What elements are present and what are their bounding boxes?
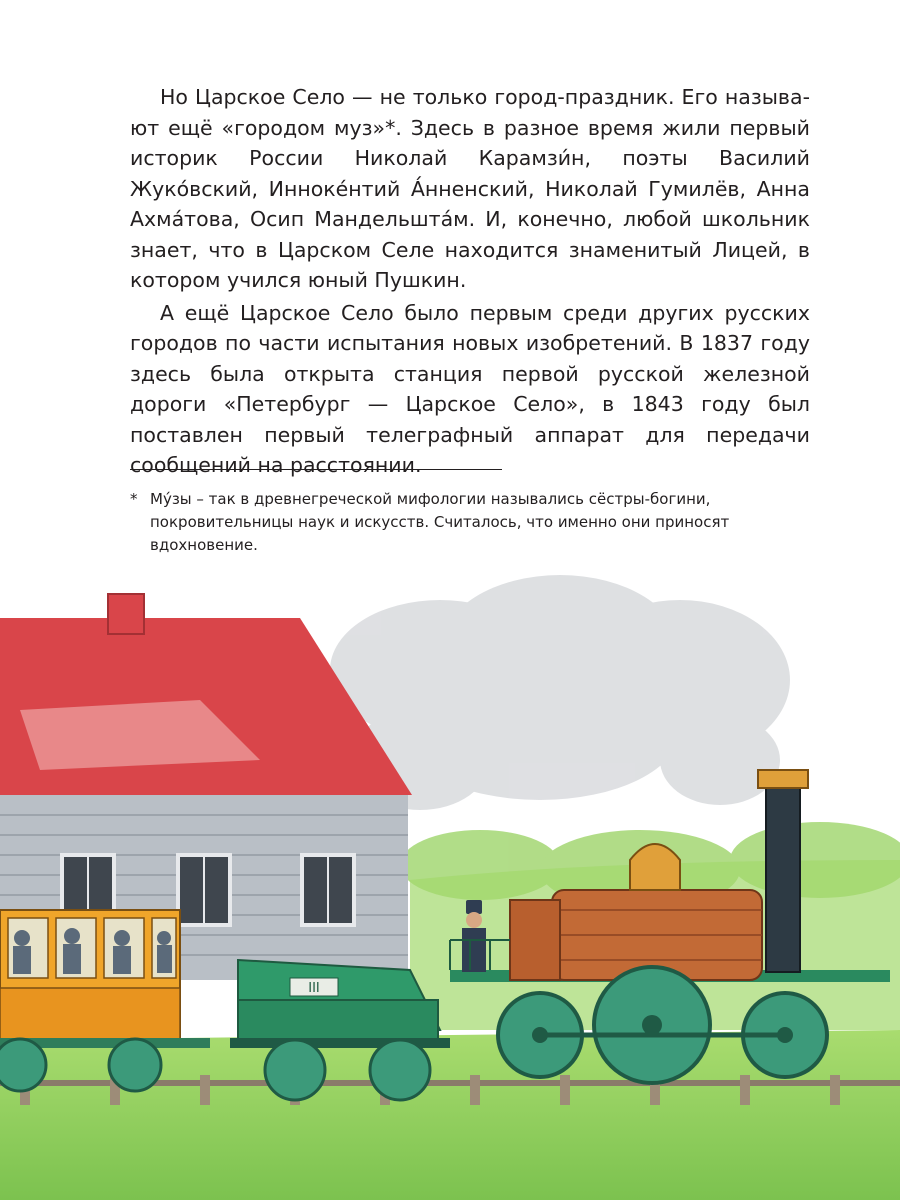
footnote-text: Му́зы – так в древнегреческой мифологии назывались сёстры-богини, покровительницы наук и искусств. Считалось, что именно они приносят вдохновение. [150,490,730,554]
main-text [130,82,810,481]
station-chimney [108,594,144,634]
paragraph-muses: Но Царское Село — не только город-праздник. Его называют ещё «городом муз»*. Здесь в разное время жили первый историк России Николай Карамзи́н, поэты Василий Жуко́вский, Инноке́нтий А́нненский, Николай Гумилёв, Анна Ахма́това, Осип Мандельшта́м. И, конечно, любой школьник знает, что в Царском Селе находится знаменитый Лицей, в котором учился юный Пушкин. [130,85,810,292]
tender-wheel [370,1040,430,1100]
railway-station-illustration [0,560,900,1200]
tender-plate: III [308,981,320,996]
footnote [130,488,820,557]
steam-dome [630,844,680,890]
carriage-wheel [0,1039,46,1091]
locomotive-chimney [766,782,800,972]
footnote-mark: * [130,490,138,508]
tender-wheel [265,1040,325,1100]
paragraph-inventions: А ещё Царское Село было первым среди других русских городов по части испытания новых изобретений. В 1837 году здесь была открыта станция первой русской железной дороги «Петербург — Царское Село», в 1843 году был поставлен первый телеграфный аппарат для передачи сообщений на расстоянии. [130,300,810,477]
footnote-divider [130,469,502,470]
carriage-wheel [109,1039,161,1091]
